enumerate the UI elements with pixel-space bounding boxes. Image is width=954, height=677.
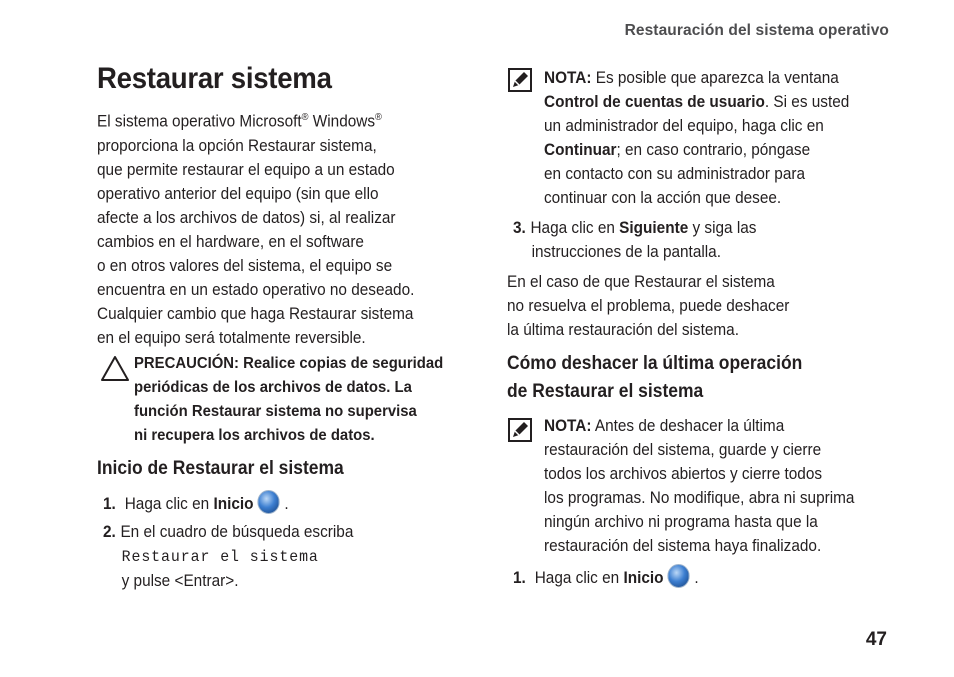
undo-intro-paragraph xyxy=(507,270,789,342)
heading-line: Cómo deshacer la última operación xyxy=(507,353,803,374)
caution-block xyxy=(134,352,443,448)
step-bold-term: Inicio xyxy=(213,495,254,513)
note-block-2 xyxy=(544,414,854,558)
caution-triangle-icon xyxy=(100,355,130,382)
caution-label: PRECAUCIÓN: xyxy=(134,355,239,372)
note-text: un administrador del equipo, haga clic en xyxy=(544,117,824,135)
step-bold-term: Inicio xyxy=(623,569,664,587)
running-header: Restauración del sistema operativo xyxy=(624,22,889,39)
note-bold-term: Control de cuentas de usuario xyxy=(544,93,765,111)
note-text: todos los archivos abiertos y cierre todos xyxy=(544,465,823,483)
note-pencil-icon xyxy=(508,418,532,442)
intro-line: en el equipo será totalmente reversible. xyxy=(97,328,366,347)
caution-line: Realice copias de seguridad xyxy=(238,355,444,372)
step-number: 2. xyxy=(103,523,116,541)
note-text: . Si es usted xyxy=(764,93,850,111)
windows-start-icon xyxy=(668,564,690,588)
intro-line: cambios en el hardware, en el software xyxy=(97,232,364,251)
step-1-left xyxy=(103,490,289,516)
caution-line: función Restaurar sistema no supervisa xyxy=(134,403,417,420)
step-text: y siga las xyxy=(688,219,757,237)
note-text: continuar con la acción que desee. xyxy=(544,189,782,207)
note-text: ningún archivo ni programa hasta que la xyxy=(544,513,818,531)
step-text: instrucciones de la pantalla. xyxy=(531,243,721,261)
note-label: NOTA: xyxy=(544,417,592,435)
note-bold-term: Continuar xyxy=(544,141,617,159)
step-text: Haga clic en xyxy=(534,569,624,587)
note-block-1 xyxy=(544,66,849,210)
caution-line: ni recupera los archivos de datos. xyxy=(134,427,375,444)
caution-line: periódicas de los archivos de datos. La xyxy=(134,379,412,396)
note-text: en contacto con su administrador para xyxy=(544,165,806,183)
note-pencil-icon xyxy=(508,68,532,92)
para-line: no resuelva el problema, puede deshacer xyxy=(507,297,790,315)
intro-line: operativo anterior del equipo (sin que ello xyxy=(97,184,379,203)
step-text: Haga clic en xyxy=(124,495,214,513)
note-text: los programas. No modifique, abra ni suprima xyxy=(544,489,855,507)
page-number: 47 xyxy=(865,629,887,650)
section-heading-start: Inicio de Restaurar el sistema xyxy=(97,458,344,479)
note-text: ; en caso contrario, póngase xyxy=(616,141,811,159)
heading-line: de Restaurar el sistema xyxy=(507,381,704,402)
step-2-left xyxy=(103,520,353,593)
intro-line: proporciona la opción Restaurar sistema, xyxy=(97,136,377,155)
intro-line: que permite restaurar el equipo a un estado xyxy=(97,160,395,179)
step-text: En el cuadro de búsqueda escriba xyxy=(120,523,354,541)
step-3-right xyxy=(513,216,756,264)
step-number: 3. xyxy=(513,219,526,237)
intro-line: Cualquier cambio que haga Restaurar sistema xyxy=(97,304,414,323)
para-line: En el caso de que Restaurar el sistema xyxy=(507,273,775,291)
intro-line: afecte a los archivos de datos) si, al realizar xyxy=(97,208,396,227)
step-text: y pulse <Entrar>. xyxy=(121,572,239,590)
command-text: Restaurar el sistema xyxy=(121,548,319,566)
note-text: restauración del sistema haya finalizado. xyxy=(544,537,822,555)
step-number: 1. xyxy=(103,495,116,513)
page-title: Restaurar sistema xyxy=(97,62,332,95)
step-1-right xyxy=(513,564,699,590)
intro-line: o en otros valores del sistema, el equipo se xyxy=(97,256,393,275)
step-text: . xyxy=(690,569,699,587)
step-bold-term: Siguiente xyxy=(619,219,689,237)
note-text: restauración del sistema, guarde y cierre xyxy=(544,441,822,459)
section-heading-undo xyxy=(507,350,802,406)
note-text: Es posible que aparezca la ventana xyxy=(591,69,839,87)
step-text: Haga clic en xyxy=(530,219,620,237)
windows-start-icon xyxy=(258,490,280,514)
intro-line: El sistema operativo Microsoft® Windows® xyxy=(97,112,382,131)
step-number: 1. xyxy=(513,569,526,587)
note-label: NOTA: xyxy=(544,69,592,87)
intro-line: encuentra en un estado operativo no deseado. xyxy=(97,280,415,299)
step-text: . xyxy=(280,495,289,513)
intro-paragraph xyxy=(97,106,414,350)
note-text: Antes de deshacer la última xyxy=(591,417,785,435)
para-line: la última restauración del sistema. xyxy=(507,321,739,339)
